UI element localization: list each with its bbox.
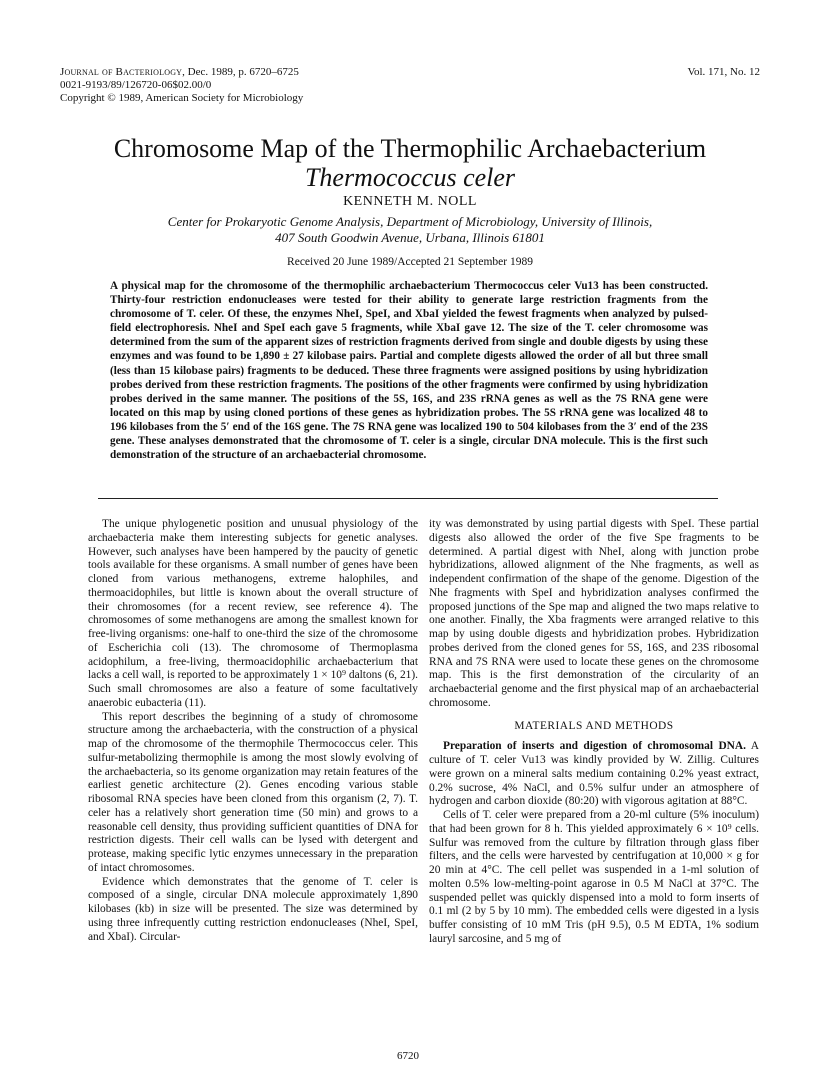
journal-name: Journal of Bacteriology — [60, 66, 183, 78]
section-divider — [98, 498, 718, 499]
affiliation — [160, 214, 660, 246]
affiliation-line-1: Center for Prokaryotic Genome Analysis, Department of Microbiology, University of Illinois, — [167, 214, 653, 229]
methods-paragraph-1-text: A culture of T. celer Vu13 was kindly provided by W. Zillig. Cultures were grown on a mineral salts medium containing 0.2% yeast extract, 0.2% sucrose, 4% NaCl, and 0.5% sulfur under an atmosphere of hydrogen and carbon dioxide (80:20) with vigorous agitation at 88°C. — [429, 740, 759, 808]
intro-paragraph-3: Evidence which demonstrates that the genome of T. celer is composed of a single, circular DNA molecule approximately 1,890 kilobases (kb) in size will be presented. The size was determined by using three infrequently cutting restriction endonucleases (NheI, SpeI, and XbaI). Circular- — [88, 875, 418, 943]
copyright-line: Copyright © 1989, American Society for Microbiology — [60, 92, 304, 104]
header-left — [60, 66, 480, 105]
journal-citation — [60, 66, 480, 79]
affiliation-line-2: 407 South Goodwin Avenue, Urbana, Illinois 61801 — [275, 230, 545, 245]
section-heading: MATERIALS AND METHODS — [514, 719, 674, 732]
title-line-2: Thermococcus celer — [304, 163, 516, 192]
methods-subheading: Preparation of inserts and digestion of chromosomal DNA. — [443, 740, 746, 753]
title-line-1: Chromosome Map of the Thermophilic Archaebacterium — [113, 134, 707, 163]
abstract: A physical map for the chromosome of the thermophilic archaebacterium Thermococcus celer Vu13 has been constructed. Thirty-four restriction endonucleases were tested for their ability to generate large restriction fragments from the chromosome of T. celer. Of these, the enzymes NheI, SpeI, and XbaI yielded the fewest fragments when analyzed by pulsed-field electrophoresis. NheI and SpeI each gave 5 fragments, while XbaI gave 12. The size of the T. celer chromosome was determined from the sum of the apparent sizes of restriction fragments derived from single and double digests by using these enzymes and was found to be 1,890 ± 27 kilobase pairs. Partial and complete digests allowed the order of all but three small (less than 15 kilobase pairs) fragments to be deduced. These three fragments were assigned positions by using hybridization probes derived from these restriction fragments. The positions of the other fragments were confirmed by using hybridization probes derived in the same manner. The positions of the 5S, 16S, and 23S rRNA genes as well as the 7S RNA gene were located on this map by using cloned portions of these genes as hybridization probes. The 5S rRNA gene was localized 48 to 196 kilobases from the 5′ end of the 16S gene. The 7S RNA gene was localized 190 to 504 kilobases from the 3′ end of the 23S gene. These analyses demonstrated that the chromosome of T. celer is a single, circular DNA molecule. This is the first such demonstration of the structure of an archaebacterial chromosome. — [110, 280, 708, 462]
intro-paragraph-1: The unique phylogenetic position and unusual physiology of the archaebacteria make them interesting subjects for genetic analyses. However, such analyses have been hampered by the paucity of genetic tools available for these organisms. A small number of genes have been cloned from various methanogens, extreme halophiles, and thermoacidophiles, but little is known about the overall structure of their chromosomes (for a recent review, see reference 4). The chromosomes of some methanogens are among the smallest known for free-living organisms: one-half to one-third the size of the chromosome of Escherichia coli (13). The chromosome of Thermoplasma acidophilum, a free-living, thermoacidophilic archaebacterium that lacks a cell wall, is reported to be approximately 1 × 10⁹ daltons (6, 21). Such small chromosomes are also a feature of some facultatively anaerobic eubacteria (11). — [88, 518, 418, 709]
received-dates: Received 20 June 1989/Accepted 21 September 1989 — [287, 256, 533, 268]
issue-citation: , Dec. 1989, p. 6720–6725 — [182, 66, 299, 78]
page-number: 6720 — [397, 1050, 419, 1062]
left-column — [88, 518, 418, 944]
article-title — [60, 134, 760, 192]
intro-continuation: ity was demonstrated by using partial digests with SpeI. These partial digests also allowed the order of the five Spe fragments to be determined. A partial digest with NheI, along with junction probe hybridizations, allowed alignment of the Nhe fragments, as well as independent confirmation of the shape of the genome. Digestion of the Nhe fragments with SpeI and hybridization analyses confirmed the proposed junctions of the Spe map and aligned the two maps relative to one another. Finally, the Xba fragments were arranged relative to this map by using double digests and hybridization probes. Hybridization probes derived from the cloned genes for 5S, 16S, and 23S ribosomal RNA and 7S RNA were used to locate these genes on the chromosome map. This is the first demonstration of the circularity of an archaebacterial genome and the first physical map of an archaebacterial chromosome. — [429, 518, 759, 709]
volume-info: Vol. 171, No. 12 — [687, 66, 760, 78]
right-column — [429, 518, 759, 947]
methods-paragraph-2: Cells of T. celer were prepared from a 20-ml culture (5% inoculum) that had been grown for 8 h. This yielded approximately 6 × 10⁹ cells. Sulfur was removed from the culture by filtration through glass fiber filters, and the cells were harvested by centrifugation at 10,000 × g for 20 min at 4°C. The cell pellet was suspended in a 1-ml solution of molten 0.5% low-melting-point agarose in 0.5 M NaCl at 37°C. The suspended pellet was quickly dispensed into a mold to form inserts of 0.1 ml (2 by 5 by 10 mm). The embedded cells were digested in a lysis buffer consisting of 10 mM Tris (pH 9.5), 0.5 M EDTA, 1% sodium lauryl sarcosine, and 5 mg of — [429, 809, 759, 945]
intro-paragraph-2: This report describes the beginning of a study of chromosome structure among the archaebacteria, with the construction of a physical map of the chromosome of the thermophile Thermococcus celer. This sulfur-metabolizing thermophile is among the most slowly evolving of the archaebacteria, so its genome organization may retain features of the earliest genetic architecture (2). Genes encoding various stable ribosomal RNA species have been cloned from this organism (2, 7). T. celer has a relatively short generation time (50 min) and grows to a reasonable cell density, thus providing sufficient quantities of DNA for restriction digests. Their cell walls can be lysed with detergent and protease, making specific lytic enzymes unnecessary in the preparation of intact chromosomes. — [88, 710, 418, 874]
article-code: 0021-9193/89/126720-06$02.00/0 — [60, 79, 212, 91]
methods-paragraph-1 — [429, 740, 759, 809]
author-name: KENNETH M. NOLL — [343, 194, 477, 209]
